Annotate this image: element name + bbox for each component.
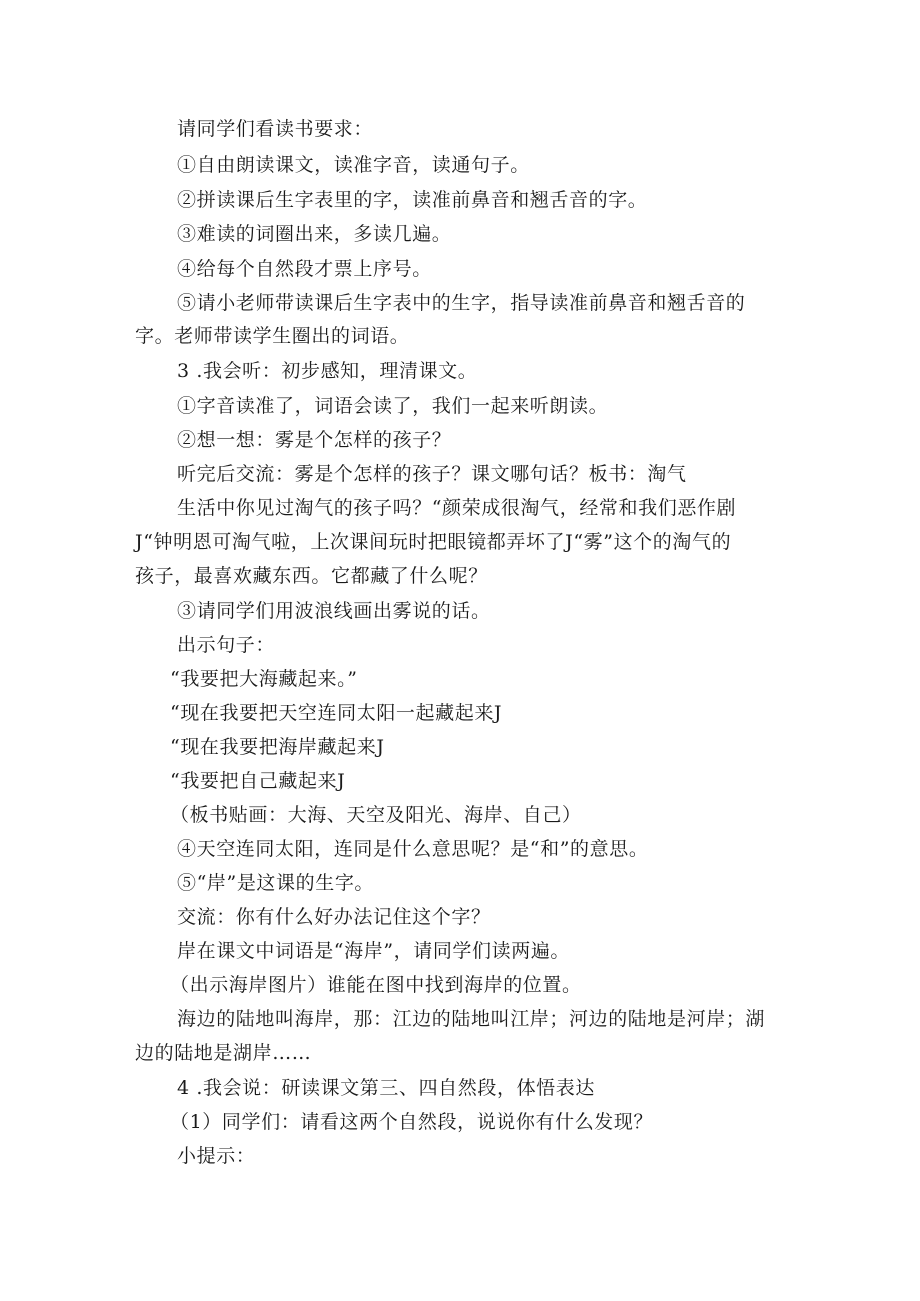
text-line: 孩子，最喜欢藏东西。它都藏了什么呢？ [135, 565, 488, 587]
text-line: ⑤“岸”是这课的生字。 [177, 872, 375, 894]
text-line: ⑤请小老师带读课后生字表中的生字，指导读准前鼻音和翘舌音的 [177, 292, 746, 314]
text-line: ④给每个自然段才票上序号。 [177, 258, 432, 280]
text-line: （板书贴画：大海、天空及阳光、海岸、自己） [170, 804, 582, 826]
quoted-sentence: “现在我要把海岸藏起来J [170, 736, 385, 758]
text-line: 岸在课文中词语是“海岸”，请同学们读两遍。 [177, 940, 571, 962]
text-line: 生活中你见过淘气的孩子吗？“颜荣成很淘气，经常和我们恶作剧 [177, 497, 737, 519]
text-line: 请同学们看读书要求： [177, 118, 374, 140]
text-line: 小提示： [177, 1145, 256, 1167]
text-line: ④天空连同太阳，连同是什么意思呢？是“和”的意思。 [177, 838, 649, 860]
text-line: ①自由朗读课文，读准字音，读通句子。 [177, 154, 530, 176]
text-line: J“钟明恩可淘气啦，上次课间玩时把眼镜都弄坏了J“雾”这个的淘气的 [135, 531, 732, 553]
quoted-sentence: “我要把大海藏起来。” [170, 668, 358, 690]
text-line: ②想一想：雾是个怎样的孩子？ [177, 429, 452, 451]
text-line: 3 .我会听：初步感知，理清课文。 [177, 360, 478, 382]
text-line: 交流：你有什么好办法记住这个字？ [177, 906, 491, 928]
quoted-sentence: “现在我要把天空连同太阳一起藏起来J [170, 702, 503, 724]
text-line: 边的陆地是湖岸…… [135, 1042, 312, 1064]
text-line: 字。老师带读学生圈出的词语。 [135, 325, 410, 347]
text-line: ①字音读准了，词语会读了，我们一起来听朗读。 [177, 395, 609, 417]
text-line: ②拼读课后生字表里的字，读准前鼻音和翘舌音的字。 [177, 189, 648, 211]
text-line: ③难读的词圈出来，多读几遍。 [177, 223, 452, 245]
text-line: 出示句子： [177, 634, 276, 656]
text-line: ③请同学们用波浪线画出雾说的话。 [177, 600, 491, 622]
text-line: （出示海岸图片）谁能在图中找到海岸的位置。 [170, 974, 582, 996]
quoted-sentence: “我要把自己藏起来J [170, 770, 346, 792]
text-line: （1）同学们：请看这两个自然段，说说你有什么发现？ [170, 1111, 654, 1133]
section-heading: 4 .我会说：研读课文第三、四自然段，体悟表达 [177, 1077, 595, 1099]
text-line: 海边的陆地叫海岸，那：江边的陆地叫江岸；河边的陆地是河岸；湖 [177, 1008, 766, 1030]
text-line: 听完后交流：雾是个怎样的孩子？课文哪句话？板书：淘气 [177, 463, 687, 485]
